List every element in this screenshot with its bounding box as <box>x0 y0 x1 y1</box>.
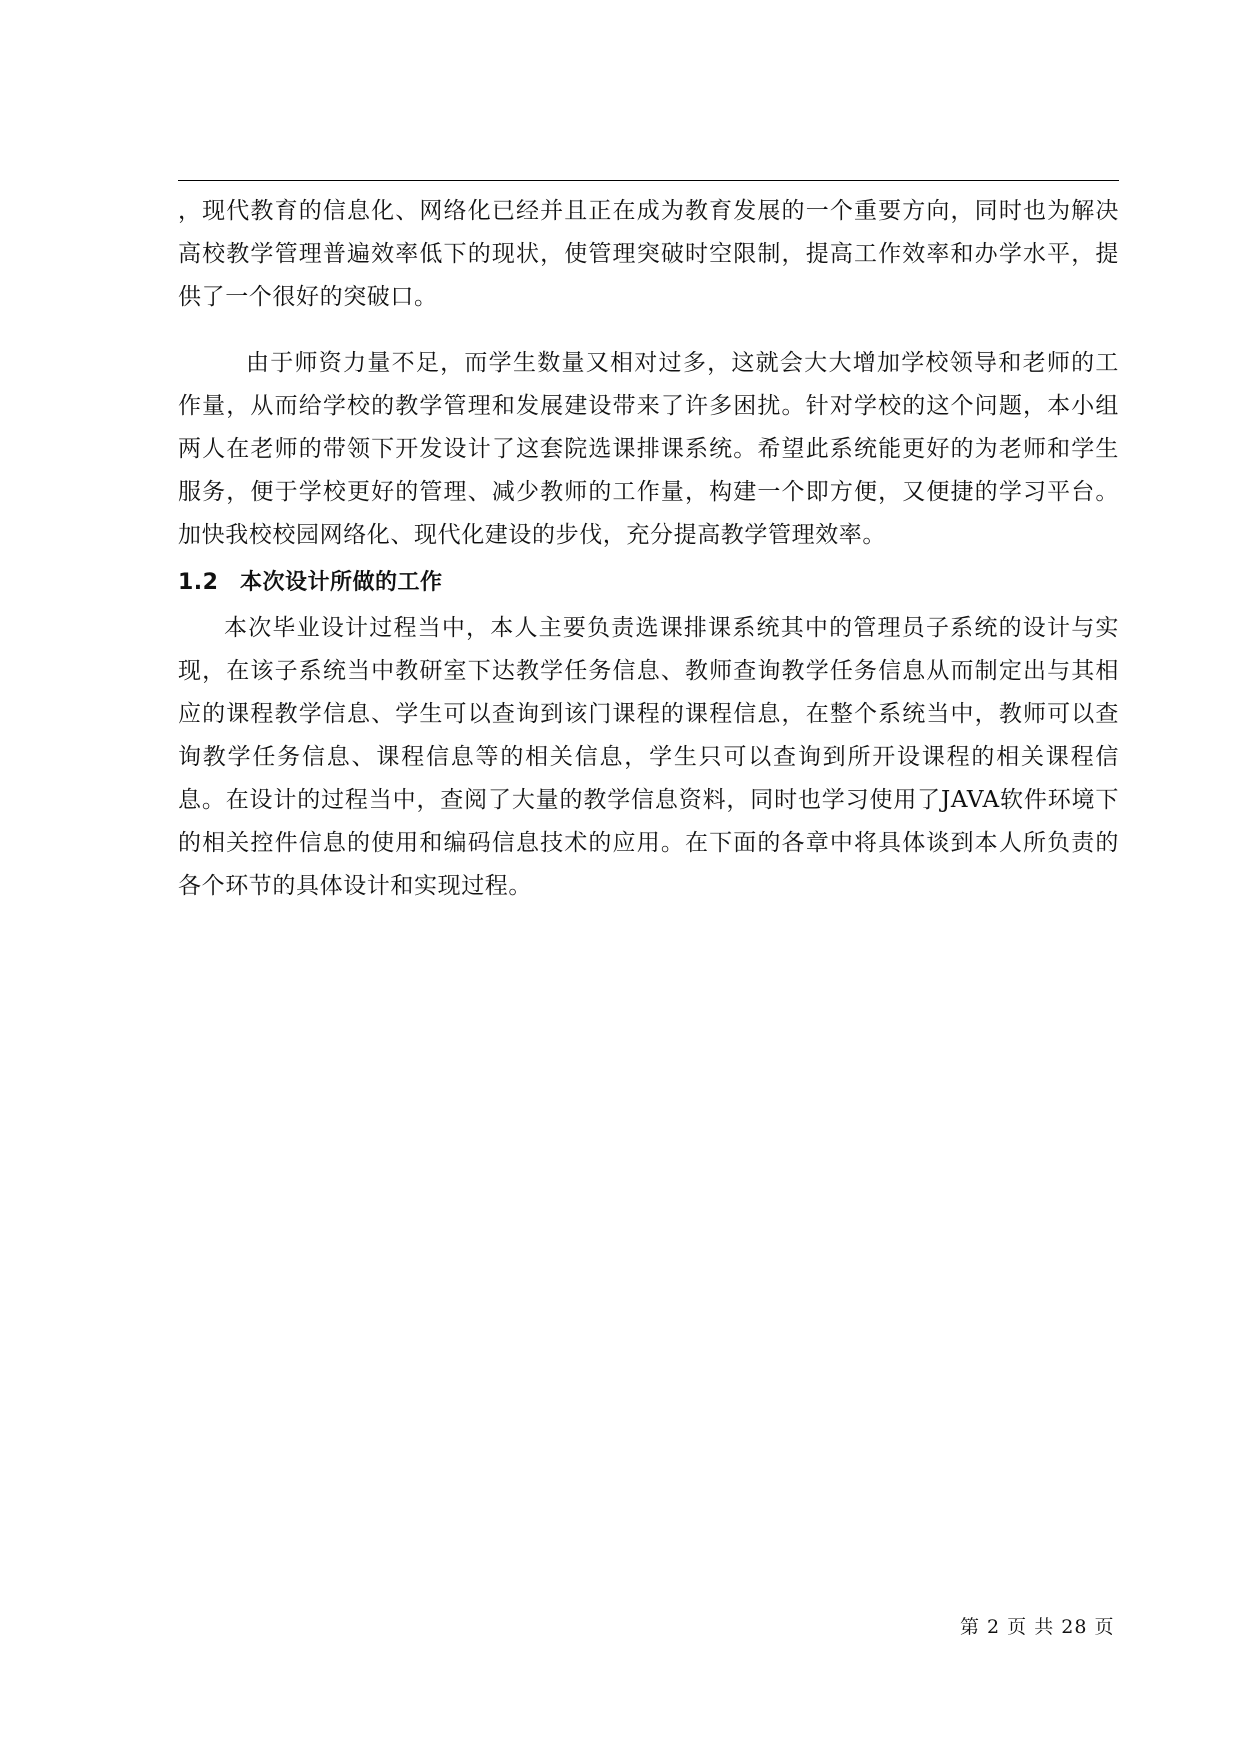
header-rule <box>178 180 1119 181</box>
paragraph-intro-continuation: ，现代教育的信息化、网络化已经并且正在成为教育发展的一个重要方向，同时也为解决高校教学管理普遍效率低下的现状，使管理突破时空限制，提高工作效率和办学水平，提供了一个很好的突破口。 <box>178 198 1119 310</box>
page-number-footer: 第 2 页 共 28 页 <box>960 1616 1115 1638</box>
section-number: 1.2 <box>178 570 219 595</box>
section-heading <box>178 563 1119 603</box>
paragraph-work-description: 本次毕业设计过程当中，本人主要负责选课排课系统其中的管理员子系统的设计与实现，在该子系统当中教研室下达教学任务信息、教师查询教学任务信息从而制定出与其相应的课程教学信息、学生可以查询到该门课程的课程信息，在整个系统当中，教师可以查询教学任务信息、课程信息等的相关信息，学生只可以查询到所开设课程的相关课程信息。在设计的过程当中，查阅了大量的教学信息资料，同时也学习使用了JAVA软件环境下的相关控件信息的使用和编码信息技术的应用。在下面的各章中将具体谈到本人所负责的各个环节的具体设计和实现过程。 <box>178 615 1119 899</box>
section-title: 本次设计所做的工作 <box>240 570 443 595</box>
paragraph-motivation: 由于师资力量不足，而学生数量又相对过多，这就会大大增加学校领导和老师的工作量，从而给学校的教学管理和发展建设带来了许多困扰。针对学校的这个问题，本小组两人在老师的带领下开发设计了这套院选课排课系统。希望此系统能更好的为老师和学生服务，便于学校更好的管理、减少教师的工作量，构建一个即方便，又便捷的学习平台。加快我校校园网络化、现代化建设的步伐，充分提高教学管理效率。 <box>178 350 1119 548</box>
document-body <box>178 190 1119 908</box>
